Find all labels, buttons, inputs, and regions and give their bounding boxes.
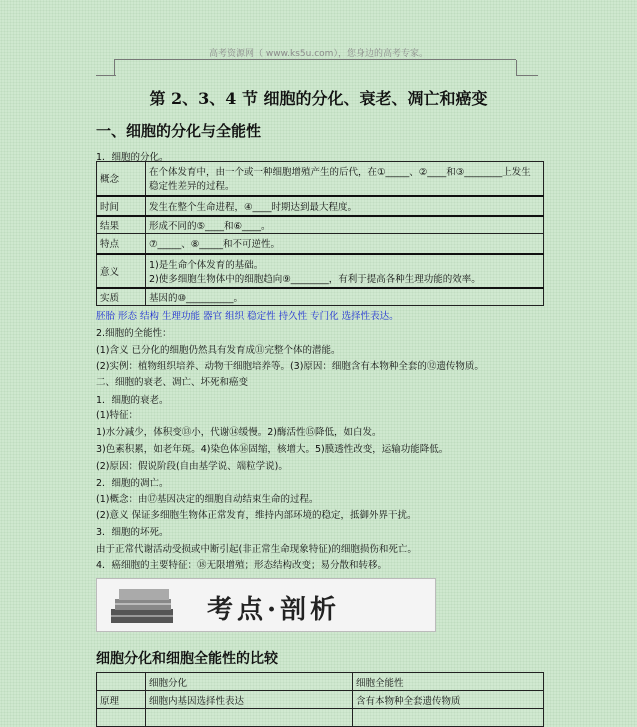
- body-line: 2.细胞的全能性：: [96, 328, 172, 339]
- body-line: (2)意义 保证多细胞生物体正常发育，维持内部环境的稳定，抵御外界干扰。: [96, 510, 417, 521]
- header-rule-right: [516, 75, 538, 76]
- differentiation-table: [96, 161, 544, 306]
- table-key: 原理: [97, 691, 146, 709]
- table-key: 特点: [97, 234, 146, 254]
- body-line: (1)含义 已分化的细胞仍然具有发育成⑪完整个体的潜能。: [96, 345, 341, 356]
- body-line: 二、细胞的衰老、凋亡、坏死和癌变: [96, 377, 249, 388]
- header-tick-left: [114, 60, 115, 76]
- table-value: [146, 254, 544, 288]
- body-line: (2)实例：植物组织培养、动物干细胞培养等。(3)原因：细胞含有本物种全套的⑫遗传物质。: [96, 361, 484, 372]
- table-value: 细胞内基因选择性表达: [146, 691, 353, 709]
- banner-title: 考点·剖析: [207, 595, 341, 625]
- body-line: (1)特征：: [96, 410, 138, 421]
- subheading-differentiation: 1．细胞的分化。: [96, 152, 169, 163]
- table-header-differentiation: 细胞分化: [146, 673, 353, 691]
- body-line: (1)概念：由⑰基因决定的细胞自动结束生命的过程。: [96, 494, 319, 505]
- table-key: 时间: [97, 196, 146, 216]
- table-value: 在个体发育中，由一个或一种细胞增殖产生的后代，在①_____、②____和③________上发生稳定性差异的过程。: [146, 162, 544, 196]
- body-line: 4．癌细胞的主要特征：⑱无限增殖；形态结构改变；易分散和转移。: [96, 560, 388, 571]
- page-header-source: 高考资源网（ www.ks5u.com），您身边的高考专家。: [209, 49, 428, 59]
- body-line: 1)水分减少，体积变⑬小，代谢⑭缓慢。2)酶活性⑮降低，如白发。: [96, 427, 382, 438]
- table-key: 概念: [97, 162, 146, 196]
- page-title: 第 2、3、4 节 细胞的分化、衰老、凋亡和癌变: [149, 89, 488, 108]
- body-line: 3)色素积累，如老年斑。4)染色体⑯固缩，核增大。5)膜透性改变，运输功能降低。: [96, 444, 449, 455]
- header-rule-left: [96, 75, 116, 76]
- table-header-totipotency: 细胞全能性: [353, 673, 544, 691]
- section-heading-2: 细胞分化和细胞全能性的比较: [96, 651, 278, 667]
- table-key: 实质: [97, 288, 146, 306]
- table-key: 意义: [97, 254, 146, 288]
- table-value: 形成不同的⑤____和⑥____。: [146, 216, 544, 234]
- answer-key-line: 胚胎 形态 结构 生理功能 器官 组织 稳定性 持久性 专门化 选择性表达。: [96, 311, 399, 322]
- comparison-table: [96, 672, 544, 727]
- table-corner-cell: [97, 673, 146, 691]
- table-value-line: 2)使多细胞生物体中的细胞趋向⑨________，有利于提高各种生理功能的效率。: [149, 273, 481, 285]
- body-line: 3．细胞的坏死。: [96, 527, 169, 538]
- table-value: 发生在整个生命进程，④____时期达到最大程度。: [146, 196, 544, 216]
- body-line: 2．细胞的凋亡。: [96, 478, 169, 489]
- section-heading-1: 一、细胞的分化与全能性: [96, 122, 262, 140]
- body-line: 由于正常代谢活动受损或中断引起(非正常生命现象特征)的细胞损伤和死亡。: [96, 544, 417, 555]
- body-line: (2)原因：假说阶段(自由基学说、端粒学说)。: [96, 461, 288, 472]
- table-value: ⑦_____、⑧_____和不可逆性。: [146, 234, 544, 254]
- table-value-line: 1)是生命个体发育的基础。: [149, 259, 264, 271]
- body-line: 1．细胞的衰老。: [96, 395, 169, 406]
- book-stack-icon: [105, 581, 185, 629]
- table-key: 结果: [97, 216, 146, 234]
- header-rule: [114, 59, 516, 60]
- table-value: 含有本物种全套遗传物质: [353, 691, 544, 709]
- header-tick-right: [516, 60, 517, 76]
- key-point-banner: [96, 578, 436, 632]
- table-value: 基因的⑩__________。: [146, 288, 544, 306]
